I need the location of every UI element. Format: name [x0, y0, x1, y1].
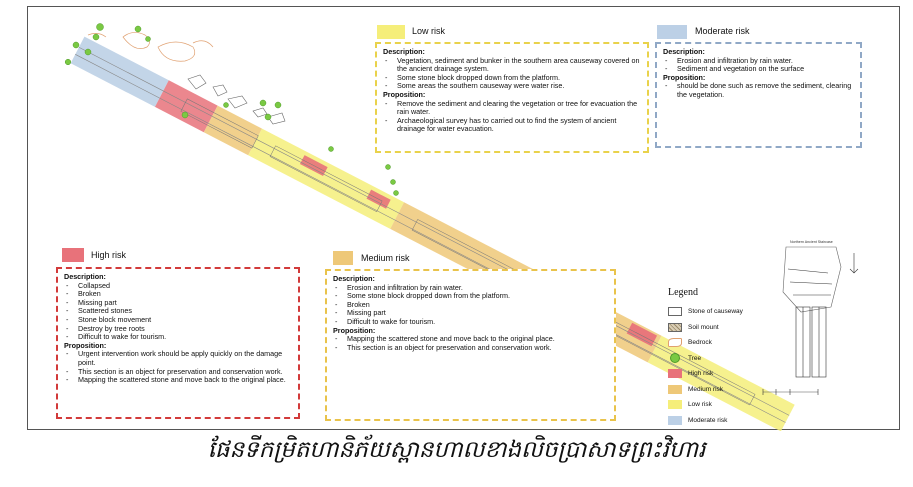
legend-label: Bedrock	[688, 339, 712, 347]
bedrock-outline-icon	[668, 338, 682, 347]
medium-risk-proposition-item: - This section is an object for preservation and conservation work.	[347, 344, 608, 353]
figure-caption: ផែនទីកម្រិតហានិភ័យស្ពានហាលខាងលិចប្រាសាទព្រះវិហារ	[207, 437, 706, 463]
high-risk-description-item: - Stone block movement	[78, 316, 292, 325]
moderate-risk-proposition-item: - should be done such as remove the sediment, clearing the vegetation.	[677, 82, 854, 99]
medium-risk-box	[325, 269, 616, 421]
legend-label: Soil mount	[688, 323, 719, 331]
low-risk-description-item: - Some stone block dropped down from the platform.	[397, 74, 641, 83]
high-risk-proposition-item: - This section is an object for preservation and conservation work.	[78, 368, 292, 377]
legend-label: Tree	[688, 354, 702, 362]
medium-risk-description-item: - Erosion and infiltration by rain water.	[347, 284, 608, 293]
tree-markers	[65, 24, 398, 196]
moderate-risk-box	[655, 42, 862, 148]
medium-risk-proposition-heading: Proposition:	[333, 325, 376, 335]
inset-title: Northern Ancient Staircase	[790, 240, 833, 244]
high-risk-description-item: - Scattered stones	[78, 307, 292, 316]
moderate-risk-swatch	[657, 25, 687, 39]
legend-label: Low risk	[688, 401, 712, 409]
medium-risk-swatch	[333, 251, 353, 265]
legend-item	[668, 320, 808, 336]
medium-risk-title: Medium risk	[361, 253, 410, 263]
low-risk-description-item: - Some areas the southern causeway were water rise.	[397, 82, 641, 91]
moderate-risk-description-item: - Sediment and vegetation on the surface	[677, 65, 854, 74]
high-risk-box	[56, 267, 300, 419]
high-risk-description-item: - Collapsed	[78, 282, 292, 291]
low-risk-swatch	[668, 400, 682, 409]
low-risk-description-heading: Description:	[383, 47, 425, 56]
moderate-risk-segment	[71, 37, 169, 107]
high-risk-proposition-item: - Urgent intervention work should be apply quickly on the damage point.	[78, 350, 292, 367]
medium-risk-description-item: - Difficult to wake for tourism.	[347, 318, 608, 327]
high-risk-description-item: - Missing part	[78, 299, 292, 308]
moderate-risk-title: Moderate risk	[695, 26, 750, 36]
medium-risk-swatch	[668, 385, 682, 394]
high-risk-proposition-heading: Proposition:	[64, 340, 107, 350]
high-risk-description-item: - Destroy by tree roots	[78, 325, 292, 334]
medium-risk-description-item: - Some stone block dropped down from the platform.	[347, 292, 608, 301]
low-risk-swatch	[377, 25, 405, 39]
high-risk-title: High risk	[91, 250, 127, 260]
high-risk-proposition-item: - Mapping the scattered stone and move back to the original place.	[78, 376, 292, 385]
high-risk-description-item: - Difficult to wake for tourism.	[78, 333, 292, 342]
legend-title: Legend	[668, 287, 698, 298]
medium-risk-description-heading: Description:	[333, 274, 375, 283]
legend-label: High risk	[688, 370, 714, 378]
legend-item	[668, 397, 808, 413]
high-risk-swatch	[62, 248, 84, 262]
legend-label: Stone of causeway	[688, 308, 743, 316]
outline-box-icon	[668, 307, 682, 316]
map-frame	[27, 6, 900, 430]
low-risk-proposition-item: - Remove the sediment and clearing the vegetation or tree for evacuation the rain water.	[397, 100, 641, 117]
moderate-risk-proposition-heading: Proposition:	[663, 72, 706, 82]
medium-risk-proposition-item: - Mapping the scattered stone and move back to the original place.	[347, 335, 608, 344]
low-risk-proposition-heading: Proposition:	[383, 89, 426, 99]
moderate-risk-description-item: - Erosion and infiltration by rain water.	[677, 57, 854, 66]
legend-item	[668, 335, 808, 351]
low-risk-title: Low risk	[412, 26, 446, 36]
legend	[668, 287, 808, 428]
medium-risk-description-item: - Missing part	[347, 309, 608, 318]
high-risk-description-item: - Broken	[78, 290, 292, 299]
legend-label: Moderate risk	[688, 416, 728, 424]
low-risk-box	[375, 42, 649, 153]
tree-icon	[670, 353, 680, 363]
legend-item	[668, 304, 808, 320]
moderate-risk-swatch	[668, 416, 682, 425]
legend-item	[668, 382, 808, 398]
high-risk-description-heading: Description:	[64, 272, 106, 281]
legend-item	[668, 413, 808, 429]
low-risk-proposition-item: - Archaeological survey has to carried out to find the system of ancient drainage for water evacuation.	[397, 117, 641, 134]
low-risk-description-item: - Vegetation, sediment and bunker in the southern area causeway covered on the ancient drainage system.	[397, 57, 641, 74]
legend-item	[668, 351, 808, 367]
legend-item	[668, 366, 808, 382]
hatched-box-icon	[668, 323, 682, 332]
legend-label: Medium risk	[688, 385, 724, 393]
moderate-risk-description-heading: Description:	[663, 47, 705, 56]
medium-risk-description-item: - Broken	[347, 301, 608, 310]
high-risk-swatch	[668, 369, 682, 378]
